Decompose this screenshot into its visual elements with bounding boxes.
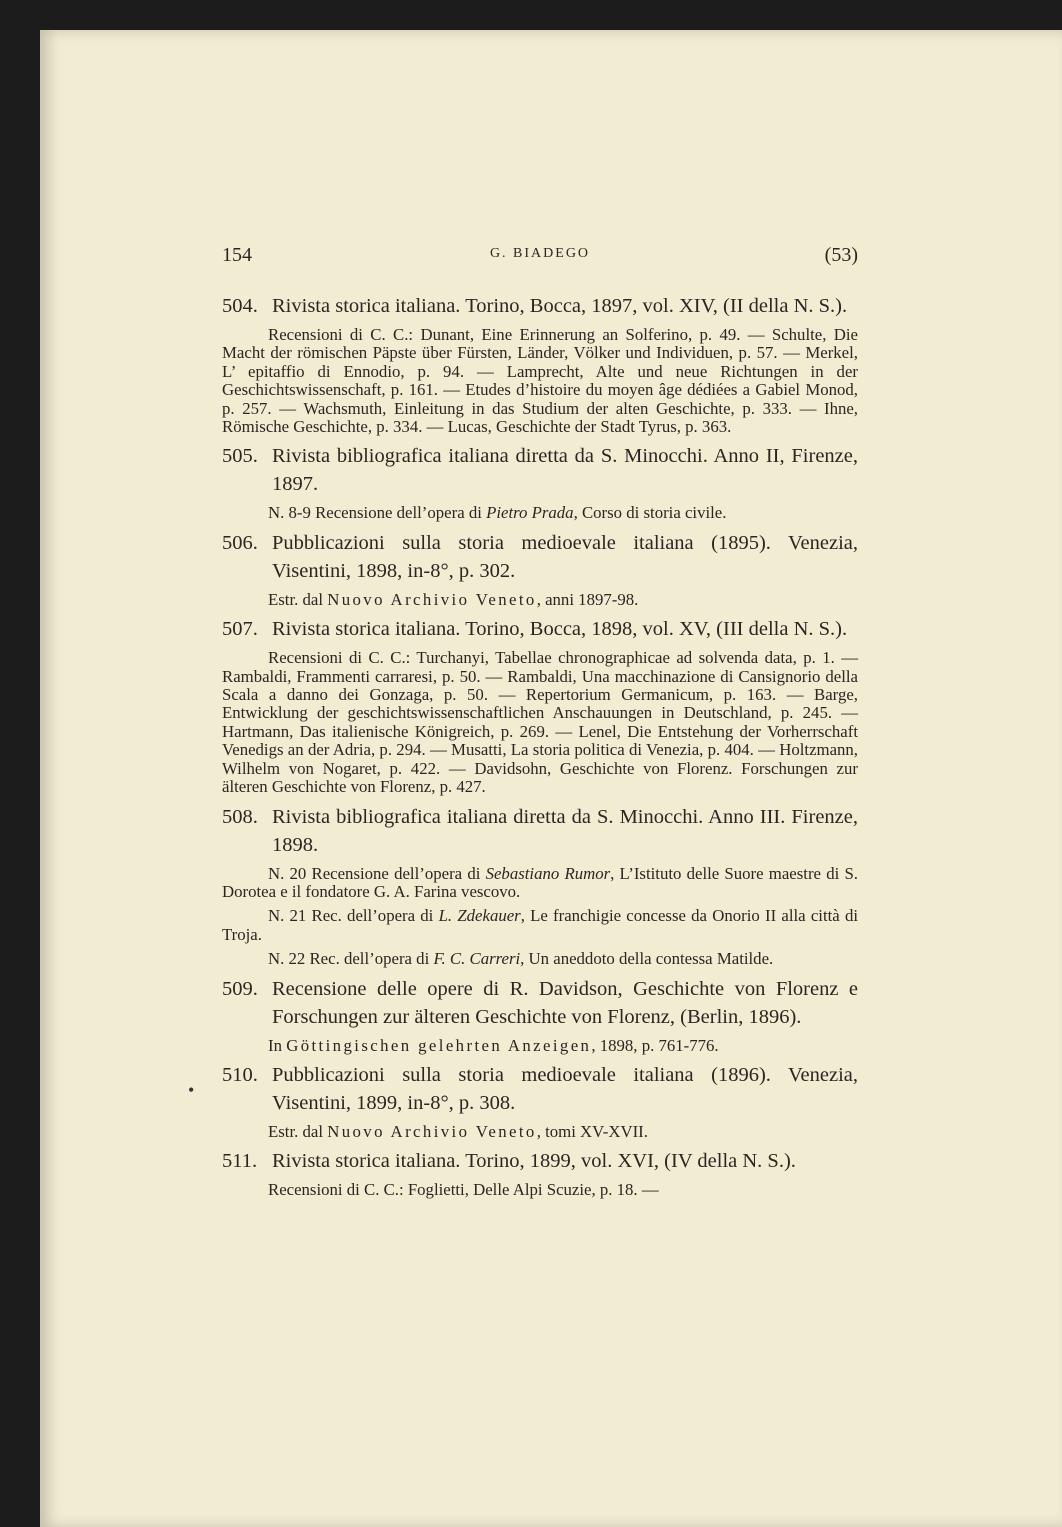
entry-505 — [222, 442, 858, 522]
note-author: F. C. Carreri, — [433, 949, 525, 969]
note-author: Sebastiano Rumor — [485, 863, 611, 883]
entry-506 — [222, 529, 858, 609]
marginal-mark: • — [188, 1080, 195, 1100]
entry-note — [222, 1037, 858, 1055]
note-text: , Corso di storia civile. — [573, 503, 727, 523]
entry-text: Pubblicazioni sulla storia medioevale italiana (1895). Venezia, Visentini, 1898, in-8°, p. 302. — [272, 531, 858, 582]
entry-title — [222, 615, 858, 643]
entry-text: Recensione delle opere di R. Davidson, Geschichte von Florenz e Forschungen zur älteren Geschichte von Florenz, (Berlin, 1896). — [272, 977, 858, 1028]
entry-number: 506. — [222, 531, 258, 554]
note-text: , anni 1897-98. — [536, 589, 639, 609]
entry-note: Recensioni di C. C.: Dunant, Eine Erinnerung an Solferino, p. 49. — Schulte, Die Macht der römischen Päpste über Fürsten, Länder, Völker und Individuen, p. 57. — Merkel, L’ epitaffio di Ennodio, p. 94. — Lamprecht, Alte und neue Richtungen in der Geschichtswissenschaft, p. 161. — Etudes d’histoire du moyen âge dédiées a Gabiel Monod, p. 257. — Wachsmuth, Einleitung in das Studium der alten Geschichte, p. 333. — Ihne, Römische Geschichte, p. 334. — Lucas, Geschichte der Stadt Tyrus, p. 363. — [222, 325, 858, 437]
note-author: Pietro Prada — [486, 503, 574, 523]
entry-note — [222, 907, 858, 944]
entry-text: Rivista bibliografica italiana diretta da S. Minocchi. Anno II, Firenze, 1897. — [272, 445, 858, 496]
entry-title — [222, 529, 858, 585]
entry-504 — [222, 292, 858, 436]
note-text: Estr. dal — [268, 589, 328, 609]
note-author: L. Zdekauer — [438, 906, 521, 926]
note-text: N. 21 Rec. dell’opera di — [268, 906, 439, 926]
page-number: 154 — [222, 244, 252, 266]
entry-title — [222, 1061, 858, 1117]
entry-title — [222, 442, 858, 498]
entry-text: Rivista storica italiana. Torino, Bocca, 1898, vol. XV, (III della N. S.). — [272, 618, 848, 641]
note-text: , Le franchigie concesse da Onorio II alla città di Troja. — [222, 906, 858, 944]
entry-number: 505. — [222, 445, 258, 468]
text-column — [222, 244, 858, 1206]
note-text: , 1898, p. 761-776. — [591, 1035, 719, 1055]
note-text: , L’Istituto delle Suore maestre di S. Dorotea e il fondatore G. A. Farina vescovo. — [222, 863, 858, 901]
entry-note: Recensioni di C. C.: Turchanyi, Tabellae chronographicae ad solvenda data, p. 1. — Rambaldi, Frammenti carraresi, p. 50. — Rambaldi, Una macchinazione di Cansignorio della Scala a danno dei Gonzaga, p. 50. — Repertorium Germanicum, p. 163. — Barge, Entwicklung der geschichtswissenschaftlichen Anschauungen in Deutschland, p. 245. — Hartmann, Das italienische Königreich, p. 269. — Lenel, Die Entstehung der Vorherrschaft Venedigs an der Adria, p. 294. — Musatti, La storia politica di Venezia, p. 404. — Holtzmann, Wilhelm von Nogaret, p. 422. — Davidsohn, Geschichte von Florenz. Forschungen zur älteren Geschichte von Florenz, p. 427. — [222, 648, 858, 797]
author-header: G. BIADEGO — [489, 246, 591, 261]
note-text: Estr. dal — [268, 1121, 328, 1141]
entry-text: Pubblicazioni sulla storia medioevale italiana (1896). Venezia, Visentini, 1899, in-8°, p. 308. — [272, 1063, 858, 1114]
entry-title — [222, 975, 858, 1031]
section-number: (53) — [824, 244, 858, 266]
entry-number: 509. — [222, 977, 258, 1000]
entry-title — [222, 803, 858, 859]
running-head — [222, 244, 858, 278]
entry-note — [222, 1123, 858, 1141]
entry-number: 510. — [222, 1063, 258, 1086]
entry-number: 507. — [222, 618, 258, 641]
entry-text: Rivista storica italiana. Torino, 1899, vol. XVI, (IV della N. S.). — [272, 1150, 796, 1173]
book-page — [40, 30, 1062, 1527]
note-journal: Göttingischen gelehrten Anzeigen — [286, 1035, 592, 1055]
entry-text: Rivista storica italiana. Torino, Bocca, 1897, vol. XIV, (II della N. S.). — [272, 295, 848, 317]
entry-text: Rivista bibliografica italiana diretta da S. Minocchi. Anno III. Firenze, 1898. — [272, 805, 858, 856]
entry-507 — [222, 615, 858, 796]
note-text: , tomi XV-XVII. — [536, 1121, 648, 1141]
entry-508 — [222, 803, 858, 969]
entry-title — [222, 1147, 858, 1175]
note-text: N. 8-9 Recensione dell’opera di — [268, 503, 487, 523]
note-text: In — [268, 1035, 287, 1055]
entry-note — [222, 504, 858, 522]
entry-note — [222, 950, 858, 968]
entry-509 — [222, 975, 858, 1055]
note-journal: Nuovo Archivio Veneto — [327, 589, 537, 609]
entry-number: 511. — [222, 1150, 258, 1173]
note-text: Un aneddoto della contessa Matilde. — [524, 949, 774, 969]
note-journal: Nuovo Archivio Veneto — [327, 1121, 537, 1141]
note-text: N. 20 Recensione dell’opera di — [268, 863, 486, 883]
entry-511 — [222, 1147, 858, 1199]
entry-number: 508. — [222, 805, 258, 828]
entry-title — [222, 292, 858, 320]
entry-510 — [222, 1061, 858, 1141]
entry-number: 504. — [222, 295, 258, 317]
entry-note — [222, 865, 858, 902]
entry-note — [222, 591, 858, 609]
note-text: N. 22 Rec. dell’opera di — [268, 949, 434, 969]
entry-note: Recensioni di C. C.: Foglietti, Delle Alpi Scuzie, p. 18. — — [268, 1180, 659, 1200]
